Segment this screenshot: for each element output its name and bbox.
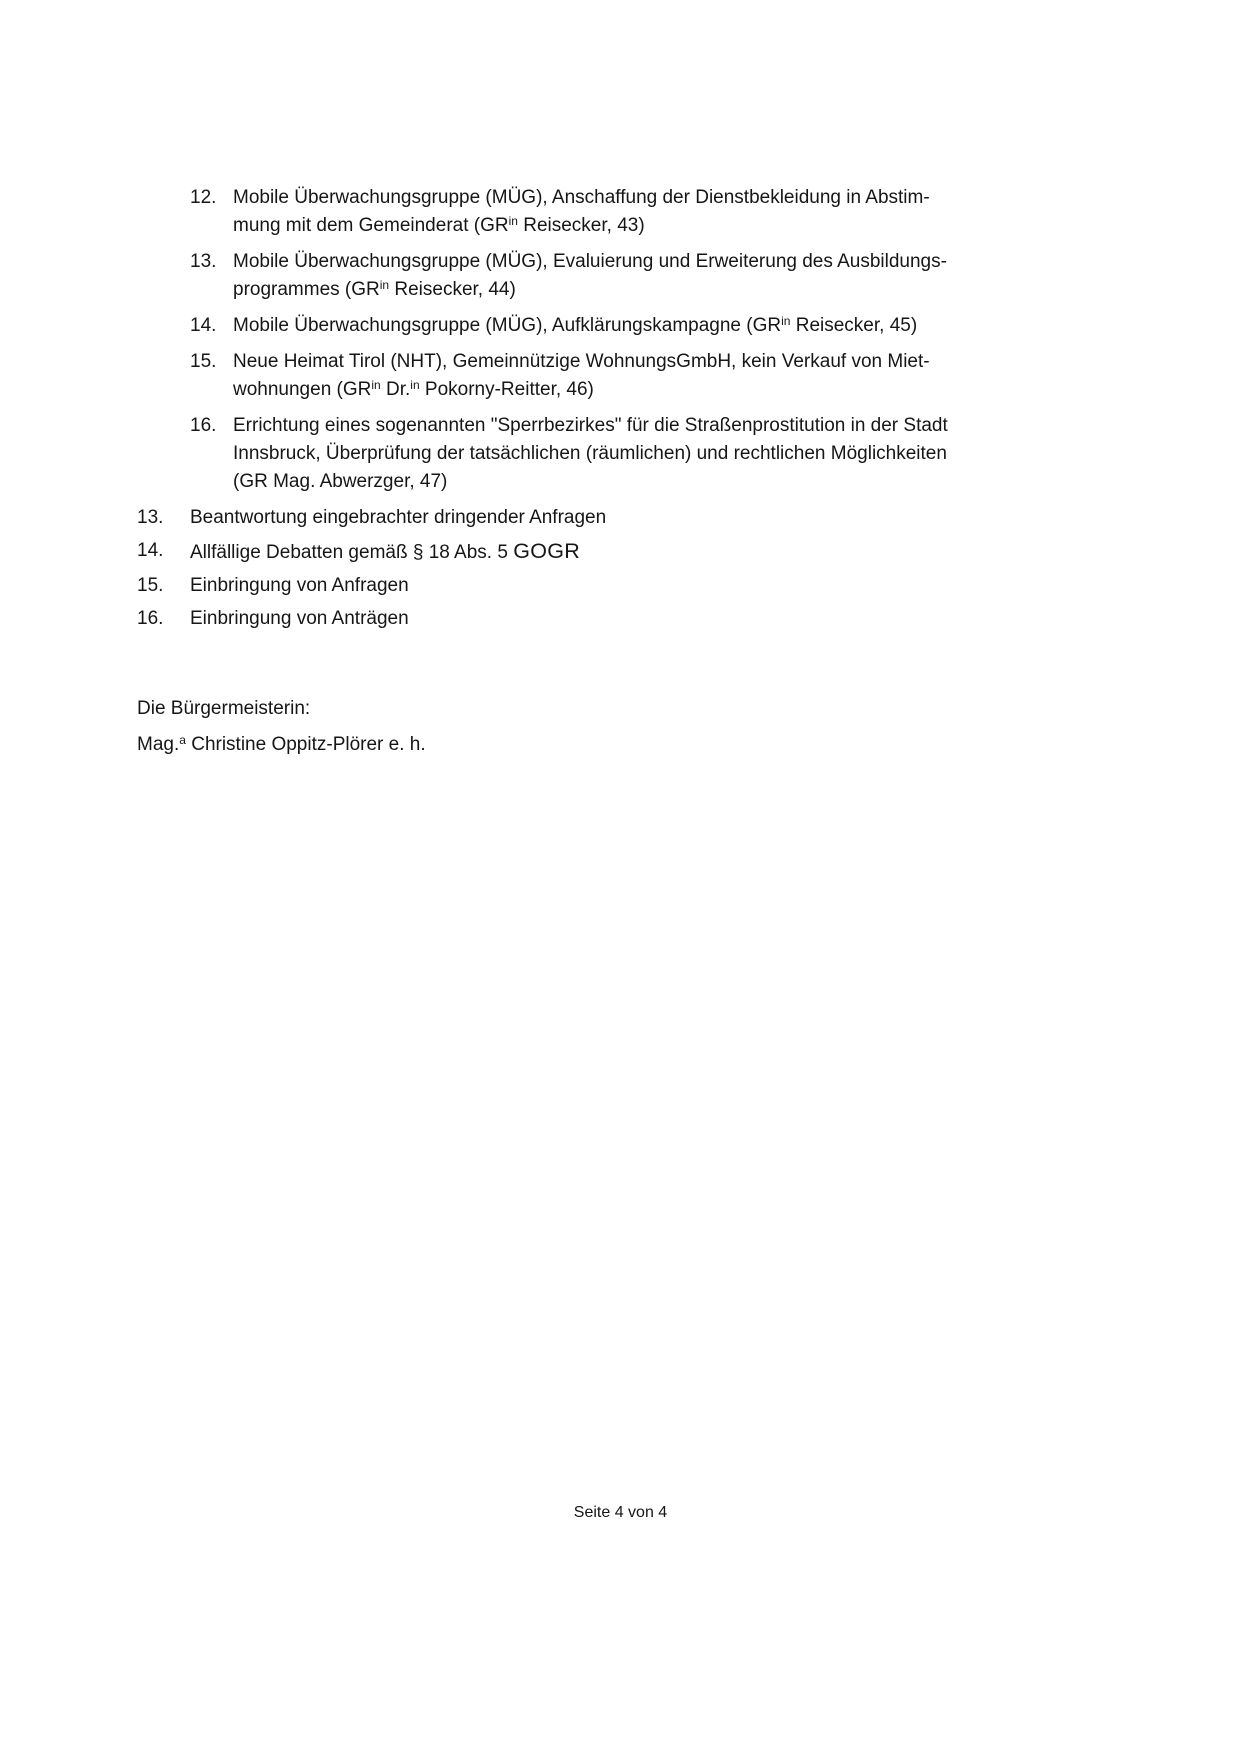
text-line: Reisecker, 44) — [389, 279, 516, 300]
signature-name-prefix: Mag. — [137, 734, 180, 755]
text-line: Mobile Überwachungsgruppe (MÜG), Anschaffung der Dienstbekleidung in Abstim- — [233, 187, 930, 208]
sub-agenda-list — [190, 184, 1171, 496]
text-line: mung mit dem Gemeinderat (GR — [233, 215, 509, 236]
text-line: Neue Heimat Tirol (NHT), Gemeinnützige WohnungsGmbH, kein Verkauf von Miet- — [233, 351, 930, 372]
agenda-main-item-16 — [137, 605, 1171, 633]
superscript: in — [371, 378, 381, 392]
item-number: 13. — [137, 507, 164, 528]
superscript: in — [781, 314, 791, 328]
text-line: Dr. — [380, 379, 411, 400]
item-number: 16. — [190, 415, 217, 436]
item-text — [190, 537, 1171, 567]
text-line: Mobile Überwachungsgruppe (MÜG), Evaluierung und Erweiterung des Ausbildungs- — [233, 251, 947, 272]
item-number: 13. — [190, 251, 217, 272]
text-line: programmes (GR — [233, 279, 380, 300]
text-line: Errichtung eines sogenannten "Sperrbezirkes" für die Straßenprostitution in der Stadt — [233, 415, 948, 436]
text-line: Reisecker, 45) — [790, 315, 918, 336]
item-text — [233, 312, 1171, 340]
text-line: Reisecker, 43) — [517, 215, 645, 236]
superscript: a — [179, 733, 186, 747]
item-number: 16. — [137, 608, 164, 629]
item-number: 14. — [190, 315, 217, 336]
page-content — [137, 184, 1171, 759]
text-line: Pokorny-Reitter, 46) — [419, 379, 594, 400]
text-line: (GR Mag. Abwerzger, 47) — [233, 471, 448, 492]
superscript: in — [379, 278, 390, 292]
signature-name — [137, 731, 1171, 759]
item-number: 12. — [190, 187, 217, 208]
item-text — [233, 248, 1171, 304]
item-text — [233, 412, 1171, 496]
text-line: Innsbruck, Überprüfung der tatsächlichen (räumlichen) und rechtlichen Möglichkeiten — [233, 443, 947, 464]
agenda-main-item-14 — [137, 537, 1171, 567]
item-text — [233, 184, 1171, 240]
agenda-sub-item-16 — [190, 412, 1171, 496]
main-agenda-list — [137, 504, 1171, 633]
item-text: Einbringung von Anfragen — [190, 575, 409, 596]
item-number: 14. — [137, 540, 164, 561]
agenda-main-item-13 — [137, 504, 1171, 532]
agenda-sub-item-13 — [190, 248, 1171, 304]
item-text: Einbringung von Anträgen — [190, 608, 409, 629]
agenda-sub-item-12 — [190, 184, 1171, 240]
page-number-footer: Seite 4 von 4 — [573, 1504, 668, 1521]
signature-block — [137, 695, 1171, 759]
agenda-main-item-15 — [137, 572, 1171, 600]
text-line: Mobile Überwachungsgruppe (MÜG), Aufklärungskampagne (GR — [233, 315, 782, 336]
item-number: 15. — [137, 575, 164, 596]
superscript: in — [410, 378, 420, 392]
item-text — [233, 348, 1171, 404]
text-line: wohnungen (GR — [233, 379, 372, 400]
agenda-sub-item-15 — [190, 348, 1171, 404]
item-text: Beantwortung eingebrachter dringender Anfragen — [190, 507, 607, 528]
item-number: 15. — [190, 351, 217, 372]
text-line: Allfällige Debatten gemäß § 18 Abs. 5 — [190, 542, 514, 563]
signature-name-rest: Christine Oppitz-Plörer e. h. — [185, 734, 426, 755]
agenda-sub-item-14 — [190, 312, 1171, 340]
superscript: in — [508, 214, 518, 228]
gogr-acronym: GOGR — [513, 539, 581, 563]
signature-title: Die Bürgermeisterin: — [137, 698, 311, 719]
